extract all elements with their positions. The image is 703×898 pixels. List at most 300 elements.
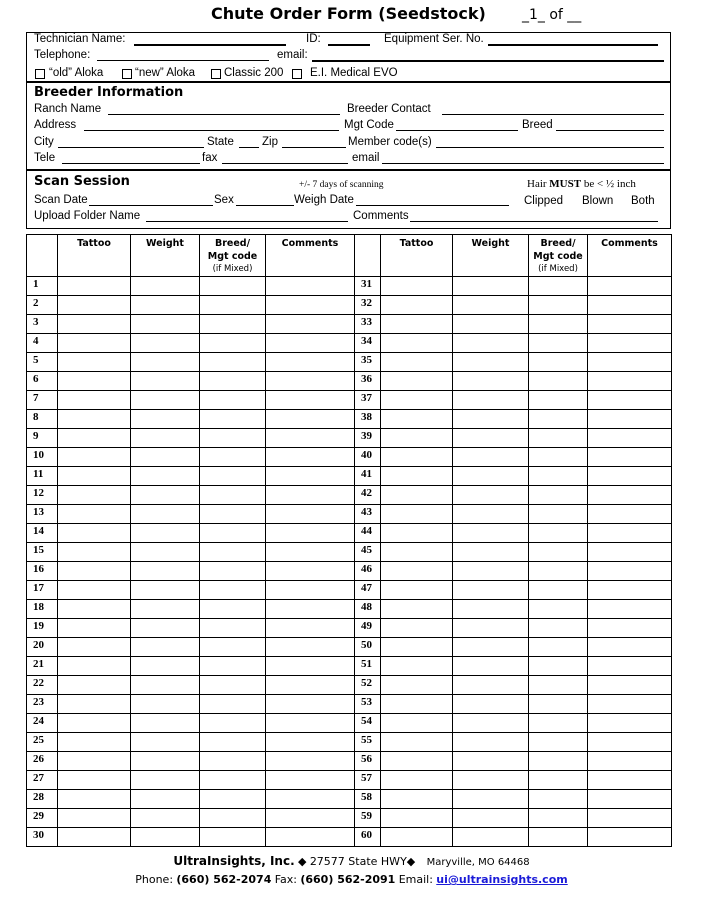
ei-medical-evo-checkbox[interactable]	[292, 69, 302, 79]
left-tattoo-cell[interactable]	[58, 353, 131, 372]
scan-date-field[interactable]	[89, 205, 213, 206]
right-comments-cell[interactable]	[588, 410, 672, 429]
left-tattoo-cell[interactable]	[58, 828, 131, 847]
left-tattoo-cell[interactable]	[58, 771, 131, 790]
left-breed-cell[interactable]	[200, 828, 266, 847]
left-comments-cell[interactable]	[266, 657, 355, 676]
left-tattoo-cell[interactable]	[58, 391, 131, 410]
right-weight-cell[interactable]	[453, 657, 529, 676]
upload-folder-field[interactable]	[146, 221, 348, 222]
right-comments-cell[interactable]	[588, 486, 672, 505]
right-breed-cell[interactable]	[529, 809, 588, 828]
right-tattoo-cell[interactable]	[381, 733, 453, 752]
right-tattoo-cell[interactable]	[381, 676, 453, 695]
member-code-field[interactable]	[436, 147, 664, 148]
left-breed-cell[interactable]	[200, 543, 266, 562]
left-comments-cell[interactable]	[266, 676, 355, 695]
right-breed-cell[interactable]	[529, 391, 588, 410]
left-weight-cell[interactable]	[131, 809, 200, 828]
left-weight-cell[interactable]	[131, 619, 200, 638]
left-tattoo-cell[interactable]	[58, 752, 131, 771]
table-row	[27, 771, 672, 790]
zip-field[interactable]	[282, 147, 346, 148]
right-breed-cell[interactable]	[529, 372, 588, 391]
left-comments-cell[interactable]	[266, 486, 355, 505]
right-breed-cell[interactable]	[529, 315, 588, 334]
right-row-number: 32	[355, 296, 381, 315]
breed-field[interactable]	[556, 130, 664, 131]
left-tattoo-cell[interactable]	[58, 714, 131, 733]
left-row-number: 13	[27, 505, 58, 524]
left-tattoo-cell[interactable]	[58, 486, 131, 505]
breeder-email-field[interactable]	[382, 163, 664, 164]
right-tattoo-cell[interactable]	[381, 771, 453, 790]
right-weight-cell[interactable]	[453, 372, 529, 391]
right-weight-cell[interactable]	[453, 828, 529, 847]
left-weight-cell[interactable]	[131, 391, 200, 410]
state-field[interactable]	[239, 147, 259, 148]
left-row-number: 25	[27, 733, 58, 752]
left-weight-cell[interactable]	[131, 600, 200, 619]
address-field[interactable]	[84, 130, 339, 131]
left-comments-cell[interactable]	[266, 353, 355, 372]
right-breed-header-line1: Breed/	[540, 238, 576, 249]
right-weight-cell[interactable]	[453, 581, 529, 600]
left-weight-cell[interactable]	[131, 524, 200, 543]
table-row	[27, 543, 672, 562]
right-weight-cell[interactable]	[453, 429, 529, 448]
sex-field[interactable]	[236, 205, 294, 206]
right-comments-cell[interactable]	[588, 638, 672, 657]
right-row-number: 48	[355, 600, 381, 619]
left-comments-cell[interactable]	[266, 581, 355, 600]
left-weight-cell[interactable]	[131, 733, 200, 752]
left-breed-cell[interactable]	[200, 638, 266, 657]
right-weight-cell[interactable]	[453, 676, 529, 695]
right-comments-cell[interactable]	[588, 391, 672, 410]
left-tattoo-cell[interactable]	[58, 372, 131, 391]
right-tattoo-cell[interactable]	[381, 828, 453, 847]
right-comments-cell[interactable]	[588, 695, 672, 714]
left-comments-cell[interactable]	[266, 391, 355, 410]
footer-fax-label: Fax:	[274, 873, 297, 886]
right-tattoo-cell[interactable]	[381, 581, 453, 600]
right-breed-cell[interactable]	[529, 676, 588, 695]
right-tattoo-cell[interactable]	[381, 505, 453, 524]
table-row	[27, 334, 672, 353]
left-comments-cell[interactable]	[266, 524, 355, 543]
right-weight-cell[interactable]	[453, 714, 529, 733]
left-breed-cell[interactable]	[200, 277, 266, 296]
left-breed-cell[interactable]	[200, 391, 266, 410]
left-tattoo-cell[interactable]	[58, 600, 131, 619]
left-tattoo-cell[interactable]	[58, 410, 131, 429]
right-weight-cell[interactable]	[453, 695, 529, 714]
right-weight-cell[interactable]	[453, 733, 529, 752]
breeder-contact-field[interactable]	[442, 114, 664, 115]
left-breed-cell[interactable]	[200, 524, 266, 543]
left-breed-cell[interactable]	[200, 695, 266, 714]
id-label: ID:	[306, 33, 321, 45]
right-tattoo-cell[interactable]	[381, 448, 453, 467]
right-comments-cell[interactable]	[588, 581, 672, 600]
right-weight-cell[interactable]	[453, 562, 529, 581]
left-tattoo-cell[interactable]	[58, 809, 131, 828]
tele-field[interactable]	[62, 163, 200, 164]
left-breed-cell[interactable]	[200, 752, 266, 771]
right-tattoo-cell[interactable]	[381, 334, 453, 353]
right-breed-cell[interactable]	[529, 619, 588, 638]
right-weight-cell[interactable]	[453, 771, 529, 790]
left-comments-cell[interactable]	[266, 277, 355, 296]
left-weight-cell[interactable]	[131, 277, 200, 296]
old-aloka-label: “old” Aloka	[49, 67, 104, 79]
left-tattoo-cell[interactable]	[58, 695, 131, 714]
left-tattoo-cell[interactable]	[58, 733, 131, 752]
right-breed-cell[interactable]	[529, 752, 588, 771]
left-breed-cell[interactable]	[200, 600, 266, 619]
left-weight-cell[interactable]	[131, 448, 200, 467]
left-weight-cell[interactable]	[131, 486, 200, 505]
right-comments-cell[interactable]	[588, 277, 672, 296]
left-comments-cell[interactable]	[266, 771, 355, 790]
left-comments-cell[interactable]	[266, 505, 355, 524]
left-weight-cell[interactable]	[131, 372, 200, 391]
scan-comments-field[interactable]	[410, 221, 658, 222]
right-weight-cell[interactable]	[453, 315, 529, 334]
right-tattoo-cell[interactable]	[381, 391, 453, 410]
right-tattoo-cell[interactable]	[381, 695, 453, 714]
left-breed-cell[interactable]	[200, 733, 266, 752]
left-breed-cell[interactable]	[200, 410, 266, 429]
left-breed-cell[interactable]	[200, 790, 266, 809]
left-weight-cell[interactable]	[131, 657, 200, 676]
left-weight-cell[interactable]	[131, 562, 200, 581]
right-breed-cell[interactable]	[529, 600, 588, 619]
left-weight-cell[interactable]	[131, 676, 200, 695]
blown-option[interactable]: Blown	[582, 195, 614, 207]
footer-email-link[interactable]: ui@ultrainsights.com	[436, 873, 568, 886]
right-tattoo-cell[interactable]	[381, 790, 453, 809]
mgt-code-field[interactable]	[396, 130, 518, 131]
table-row	[27, 657, 672, 676]
right-tattoo-cell[interactable]	[381, 600, 453, 619]
left-tattoo-cell[interactable]	[58, 657, 131, 676]
right-breed-cell[interactable]	[529, 714, 588, 733]
right-comments-cell[interactable]	[588, 448, 672, 467]
left-comments-cell[interactable]	[266, 372, 355, 391]
right-weight-cell[interactable]	[453, 353, 529, 372]
left-comments-cell[interactable]	[266, 562, 355, 581]
right-row-number: 43	[355, 505, 381, 524]
left-tattoo-cell[interactable]	[58, 429, 131, 448]
both-option[interactable]: Both	[631, 195, 655, 207]
left-tattoo-cell[interactable]	[58, 334, 131, 353]
left-tattoo-cell[interactable]	[58, 619, 131, 638]
right-weight-cell[interactable]	[453, 809, 529, 828]
right-breed-cell[interactable]	[529, 581, 588, 600]
table-row	[27, 467, 672, 486]
left-comments-cell[interactable]	[266, 448, 355, 467]
right-weight-cell[interactable]	[453, 410, 529, 429]
right-weight-cell[interactable]	[453, 296, 529, 315]
left-weight-cell[interactable]	[131, 410, 200, 429]
right-weight-cell[interactable]	[453, 391, 529, 410]
right-row-number: 37	[355, 391, 381, 410]
table-row	[27, 429, 672, 448]
left-comments-cell[interactable]	[266, 714, 355, 733]
right-breed-cell[interactable]	[529, 486, 588, 505]
left-breed-cell[interactable]	[200, 467, 266, 486]
upload-folder-label: Upload Folder Name	[34, 210, 141, 222]
tech-email-field[interactable]	[312, 60, 664, 62]
right-comments-cell[interactable]	[588, 619, 672, 638]
left-breed-cell[interactable]	[200, 353, 266, 372]
right-weight-cell[interactable]	[453, 486, 529, 505]
right-breed-cell[interactable]	[529, 695, 588, 714]
left-breed-cell[interactable]	[200, 372, 266, 391]
right-tattoo-cell[interactable]	[381, 619, 453, 638]
right-comments-cell[interactable]	[588, 353, 672, 372]
right-tattoo-cell[interactable]	[381, 638, 453, 657]
left-tattoo-cell[interactable]	[58, 676, 131, 695]
right-breed-cell[interactable]	[529, 467, 588, 486]
right-tattoo-cell[interactable]	[381, 353, 453, 372]
left-breed-cell[interactable]	[200, 429, 266, 448]
right-comments-cell[interactable]	[588, 752, 672, 771]
left-weight-cell[interactable]	[131, 752, 200, 771]
right-breed-cell[interactable]	[529, 828, 588, 847]
left-tattoo-cell[interactable]	[58, 277, 131, 296]
right-breed-cell[interactable]	[529, 429, 588, 448]
right-comments-cell[interactable]	[588, 372, 672, 391]
right-weight-cell[interactable]	[453, 505, 529, 524]
right-breed-header-line2: Mgt code	[533, 251, 583, 262]
scan-comments-label: Comments	[353, 210, 409, 222]
left-tattoo-cell[interactable]	[58, 581, 131, 600]
left-weight-cell[interactable]	[131, 296, 200, 315]
member-code-label: Member code(s)	[348, 136, 432, 148]
right-comments-cell[interactable]	[588, 296, 672, 315]
right-weight-cell[interactable]	[453, 752, 529, 771]
left-weight-cell[interactable]	[131, 695, 200, 714]
left-breed-cell[interactable]	[200, 334, 266, 353]
left-tattoo-cell[interactable]	[58, 296, 131, 315]
left-tattoo-cell[interactable]	[58, 790, 131, 809]
left-tattoo-cell[interactable]	[58, 562, 131, 581]
right-breed-cell[interactable]	[529, 733, 588, 752]
right-tattoo-cell[interactable]	[381, 524, 453, 543]
new-aloka-checkbox[interactable]	[122, 69, 132, 79]
right-tattoo-cell[interactable]	[381, 714, 453, 733]
right-weight-cell[interactable]	[453, 277, 529, 296]
left-breed-cell[interactable]	[200, 809, 266, 828]
left-weight-cell[interactable]	[131, 315, 200, 334]
left-weight-cell[interactable]	[131, 714, 200, 733]
left-breed-cell[interactable]	[200, 505, 266, 524]
right-comments-cell[interactable]	[588, 600, 672, 619]
old-aloka-checkbox[interactable]	[35, 69, 45, 79]
right-row-number: 34	[355, 334, 381, 353]
left-comments-cell[interactable]	[266, 467, 355, 486]
right-breed-cell[interactable]	[529, 562, 588, 581]
right-tattoo-cell[interactable]	[381, 372, 453, 391]
left-breed-cell[interactable]	[200, 562, 266, 581]
left-comments-cell[interactable]	[266, 809, 355, 828]
weigh-date-field[interactable]	[356, 205, 509, 206]
left-weight-cell[interactable]	[131, 334, 200, 353]
left-comments-cell[interactable]	[266, 543, 355, 562]
footer-contact-line	[0, 873, 703, 885]
left-row-number: 7	[27, 391, 58, 410]
right-comments-cell[interactable]	[588, 524, 672, 543]
right-tattoo-cell[interactable]	[381, 296, 453, 315]
left-tattoo-cell[interactable]	[58, 524, 131, 543]
right-comments-cell[interactable]	[588, 315, 672, 334]
classic-200-checkbox[interactable]	[211, 69, 221, 79]
left-comments-cell[interactable]	[266, 296, 355, 315]
right-tattoo-cell[interactable]	[381, 752, 453, 771]
right-tattoo-cell[interactable]	[381, 410, 453, 429]
right-weight-cell[interactable]	[453, 334, 529, 353]
right-breed-cell[interactable]	[529, 410, 588, 429]
right-weight-cell[interactable]	[453, 638, 529, 657]
right-weight-cell[interactable]	[453, 619, 529, 638]
right-tattoo-cell[interactable]	[381, 277, 453, 296]
left-comments-cell[interactable]	[266, 695, 355, 714]
right-breed-cell[interactable]	[529, 334, 588, 353]
right-breed-cell[interactable]	[529, 638, 588, 657]
right-weight-cell[interactable]	[453, 543, 529, 562]
left-comments-cell[interactable]	[266, 410, 355, 429]
right-weight-cell[interactable]	[453, 448, 529, 467]
right-comments-cell[interactable]	[588, 562, 672, 581]
left-tattoo-cell[interactable]	[58, 467, 131, 486]
right-tattoo-cell[interactable]	[381, 657, 453, 676]
technician-name-field[interactable]	[134, 44, 286, 46]
right-weight-cell[interactable]	[453, 467, 529, 486]
right-comments-cell[interactable]	[588, 733, 672, 752]
right-breed-cell[interactable]	[529, 790, 588, 809]
left-tattoo-cell[interactable]	[58, 315, 131, 334]
clipped-option[interactable]: Clipped	[524, 195, 563, 207]
fax-label: fax	[202, 152, 218, 164]
left-row-number: 14	[27, 524, 58, 543]
right-breed-cell[interactable]	[529, 277, 588, 296]
right-breed-cell[interactable]	[529, 505, 588, 524]
right-tattoo-cell[interactable]	[381, 486, 453, 505]
left-weight-cell[interactable]	[131, 467, 200, 486]
ranch-name-field[interactable]	[108, 114, 340, 115]
right-tattoo-cell[interactable]	[381, 562, 453, 581]
right-breed-cell[interactable]	[529, 771, 588, 790]
right-tattoo-cell[interactable]	[381, 467, 453, 486]
left-breed-cell[interactable]	[200, 486, 266, 505]
scan-date-label: Scan Date	[34, 194, 88, 206]
left-weight-cell[interactable]	[131, 505, 200, 524]
id-field[interactable]	[328, 44, 370, 46]
city-field[interactable]	[58, 147, 204, 148]
right-tattoo-cell[interactable]	[381, 543, 453, 562]
right-breed-cell[interactable]	[529, 657, 588, 676]
right-weight-cell[interactable]	[453, 790, 529, 809]
right-breed-cell[interactable]	[529, 524, 588, 543]
left-comments-cell[interactable]	[266, 429, 355, 448]
right-comments-cell[interactable]	[588, 676, 672, 695]
animal-table	[26, 234, 672, 847]
left-weight-cell[interactable]	[131, 828, 200, 847]
left-comments-cell[interactable]	[266, 790, 355, 809]
left-comments-cell[interactable]	[266, 334, 355, 353]
left-breed-cell[interactable]	[200, 771, 266, 790]
left-weight-cell[interactable]	[131, 790, 200, 809]
left-weight-cell[interactable]	[131, 638, 200, 657]
mgt-code-label: Mgt Code	[344, 119, 394, 131]
table-row	[27, 809, 672, 828]
equipment-field[interactable]	[488, 44, 658, 46]
right-comments-cell[interactable]	[588, 790, 672, 809]
left-breed-cell[interactable]	[200, 619, 266, 638]
left-tattoo-cell[interactable]	[58, 448, 131, 467]
left-breed-cell[interactable]	[200, 448, 266, 467]
right-tattoo-cell[interactable]	[381, 315, 453, 334]
right-breed-cell[interactable]	[529, 448, 588, 467]
right-comments-cell[interactable]	[588, 809, 672, 828]
left-weight-cell[interactable]	[131, 429, 200, 448]
right-comments-cell[interactable]	[588, 334, 672, 353]
left-weight-cell[interactable]	[131, 543, 200, 562]
right-breed-cell[interactable]	[529, 353, 588, 372]
left-breed-cell[interactable]	[200, 315, 266, 334]
fax-field[interactable]	[222, 163, 348, 164]
left-comments-cell[interactable]	[266, 619, 355, 638]
right-tattoo-cell[interactable]	[381, 429, 453, 448]
left-comments-cell[interactable]	[266, 828, 355, 847]
right-breed-cell[interactable]	[529, 296, 588, 315]
left-weight-cell[interactable]	[131, 353, 200, 372]
left-tattoo-cell[interactable]	[58, 505, 131, 524]
right-breed-cell[interactable]	[529, 543, 588, 562]
telephone-field[interactable]	[97, 60, 269, 61]
left-comments-cell[interactable]	[266, 752, 355, 771]
right-comments-cell[interactable]	[588, 828, 672, 847]
left-comments-cell[interactable]	[266, 733, 355, 752]
right-comments-cell[interactable]	[588, 429, 672, 448]
right-comments-cell[interactable]	[588, 771, 672, 790]
right-comments-cell[interactable]	[588, 714, 672, 733]
right-weight-cell[interactable]	[453, 524, 529, 543]
left-breed-cell[interactable]	[200, 714, 266, 733]
left-weight-cell[interactable]	[131, 771, 200, 790]
left-weight-cell[interactable]	[131, 581, 200, 600]
left-tattoo-cell[interactable]	[58, 638, 131, 657]
left-tattoo-cell[interactable]	[58, 543, 131, 562]
right-weight-cell[interactable]	[453, 600, 529, 619]
right-comments-cell[interactable]	[588, 505, 672, 524]
right-comments-cell[interactable]	[588, 467, 672, 486]
left-comments-cell[interactable]	[266, 600, 355, 619]
left-breed-cell[interactable]	[200, 581, 266, 600]
left-comments-cell[interactable]	[266, 638, 355, 657]
left-comments-cell[interactable]	[266, 315, 355, 334]
left-breed-cell[interactable]	[200, 676, 266, 695]
right-tattoo-cell[interactable]	[381, 809, 453, 828]
right-row-number: 41	[355, 467, 381, 486]
left-breed-cell[interactable]	[200, 296, 266, 315]
right-comments-cell[interactable]	[588, 543, 672, 562]
left-breed-cell[interactable]	[200, 657, 266, 676]
right-comments-cell[interactable]	[588, 657, 672, 676]
